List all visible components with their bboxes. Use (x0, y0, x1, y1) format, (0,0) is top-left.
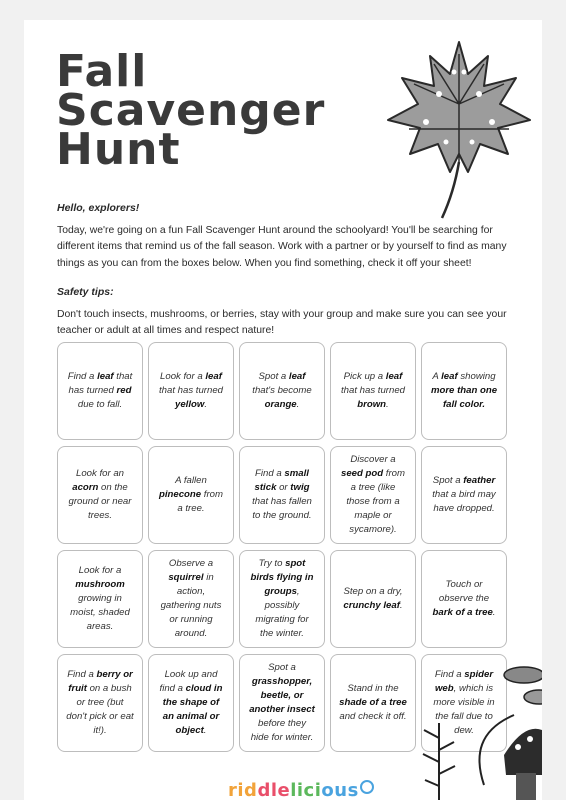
cell-text-part: Spot a (432, 475, 464, 486)
cell-keyword: yellow (175, 399, 205, 410)
scavenger-cell[interactable] (148, 654, 234, 752)
scavenger-cell[interactable] (148, 342, 234, 440)
cell-text (339, 682, 407, 724)
cell-keyword: grasshopper, beetle, or another insect (249, 676, 315, 715)
scavenger-cell[interactable] (330, 550, 416, 648)
cell-text-part: Spot a (268, 662, 296, 673)
cell-text-part: showing (457, 371, 496, 382)
cell-text-part: . (296, 399, 300, 410)
title-line-2: Scavenger (56, 85, 326, 136)
cell-text-part: and check it off. (339, 711, 407, 722)
cell-text-part: Find a (434, 669, 465, 680)
intro-text: Today, we're going on a fun Fall Scavenger Hunt around the schoolyard! You'll be searching for different items that remind us of the fall season. Work with a partner or by yourself to find as many things as you can from the boxes below. When you find something, check it off your sheet! (57, 224, 507, 269)
scavenger-cell[interactable] (239, 550, 325, 648)
scavenger-cell[interactable] (239, 654, 325, 752)
cell-keyword: leaf (205, 371, 222, 382)
cell-text (157, 557, 225, 641)
cell-text (339, 370, 407, 412)
cell-keyword: bark of a tree (432, 607, 493, 618)
cell-keyword: twig (290, 482, 310, 493)
cell-keyword: seed pod (341, 468, 384, 479)
cell-text-part: that has turned (68, 371, 133, 396)
cell-text-part: that has fallen to the ground. (252, 496, 312, 521)
cell-keyword: brown (357, 399, 387, 410)
cell-keyword: shade of a tree (339, 697, 407, 708)
scavenger-cell[interactable] (57, 550, 143, 648)
scavenger-cell[interactable] (421, 342, 507, 440)
scavenger-cell[interactable] (330, 446, 416, 544)
scavenger-cell[interactable] (239, 446, 325, 544)
cell-keyword: pinecone (159, 489, 202, 500)
maple-leaf-icon (384, 34, 534, 224)
magnifier-icon (360, 780, 374, 794)
scavenger-cell[interactable] (421, 446, 507, 544)
cell-keyword: cloud in the shape of an animal or object (162, 683, 223, 736)
intro-section (57, 200, 512, 352)
cell-text (430, 474, 498, 516)
cell-text-part: , possibly migrating for the winter. (255, 586, 309, 639)
cell-text-part: in action, gathering nuts or running around. (160, 572, 222, 639)
cell-keyword: feather (463, 475, 496, 486)
cell-text-part: Pick up a (343, 371, 386, 382)
cell-keyword: crunchy leaf (343, 600, 400, 611)
cell-text-part: . (204, 399, 207, 410)
title-line-1: Fall (56, 46, 148, 97)
cell-text-part: on a bush or tree (but don't pick or eat it!). (66, 683, 134, 736)
scavenger-cell[interactable] (330, 342, 416, 440)
cell-text-part: Spot a (258, 371, 289, 382)
scavenger-cell[interactable] (57, 446, 143, 544)
scavenger-grid (57, 342, 507, 752)
cell-text-part: that a bird may have dropped. (432, 489, 496, 514)
cell-text-part: on the ground or near trees. (68, 482, 132, 521)
greeting: Hello, explorers! (57, 202, 140, 214)
cell-text-part: Look for a (78, 565, 122, 576)
cell-keyword: spot birds flying in groups (250, 558, 314, 597)
cell-text (66, 564, 134, 634)
cell-text-part: Find a (255, 468, 285, 479)
cell-text-part: Touch or observe the (438, 579, 490, 604)
cell-keyword: leaf (288, 371, 306, 382)
cell-keyword: leaf (441, 371, 458, 382)
cell-text-part: from a tree. (177, 489, 223, 514)
cell-text-part: or (276, 482, 291, 493)
cell-text (430, 578, 498, 620)
scavenger-cell[interactable] (148, 446, 234, 544)
cell-text (248, 467, 316, 523)
cell-text-part: due to fall. (77, 399, 123, 410)
cell-text (339, 585, 407, 613)
cell-text-part: , which is more visible in the fall due to dew. (433, 683, 495, 736)
safety-text: Don't touch insects, mushrooms, or berries, stay with your group and make sure you can see your teacher or adult at all times and respect nature! (57, 308, 507, 336)
cell-keyword: red (116, 385, 132, 396)
cell-text-part: Look up and find a (159, 669, 218, 694)
cell-text (157, 370, 225, 412)
cell-text-part: Find a (67, 371, 98, 382)
cell-text (248, 557, 316, 641)
scavenger-cell[interactable] (239, 342, 325, 440)
cell-text (248, 661, 316, 745)
cell-text-part: from a tree (like those from a maple or sycamore). (346, 468, 405, 535)
cell-text-part: . (386, 399, 389, 410)
cell-text (430, 370, 498, 412)
cell-keyword: berry or fruit (68, 669, 133, 694)
cell-text-part: before they hide for winter. (250, 718, 314, 743)
cell-text-part: Look for a (160, 371, 206, 382)
cell-text (66, 370, 134, 412)
scavenger-cell[interactable] (57, 342, 143, 440)
cell-keyword: acorn (72, 482, 99, 493)
scavenger-cell[interactable] (148, 550, 234, 648)
cell-text-part: growing in moist, shaded areas. (70, 593, 130, 632)
cell-text (157, 668, 225, 738)
fern-icon (419, 718, 459, 800)
cell-text-part: . (399, 600, 403, 611)
cell-text (66, 467, 134, 523)
cell-text-part: that has turned (158, 385, 223, 396)
cell-text-part: Try to (258, 558, 286, 569)
cell-text-part: Find a (67, 669, 97, 680)
scavenger-cell[interactable] (421, 550, 507, 648)
cell-text-part: Stand in the (347, 683, 399, 694)
cell-keyword: leaf (97, 371, 114, 382)
scavenger-cell[interactable] (330, 654, 416, 752)
cell-text (66, 668, 134, 738)
safety-heading: Safety tips: (57, 286, 114, 298)
cell-keyword: spider web (434, 669, 494, 694)
cell-keyword: leaf (385, 371, 403, 382)
brand-logo: riddlelicious (224, 780, 378, 800)
cell-text (339, 453, 407, 537)
cell-keyword: orange (264, 399, 297, 410)
cell-text-part: that has turned (340, 385, 405, 396)
cell-text (157, 474, 225, 516)
cell-text-part: Look for an (75, 468, 124, 479)
cell-keyword: squirrel (168, 572, 204, 583)
cell-text-part: Step on a dry, (343, 586, 403, 597)
cell-text-part: A fallen (175, 475, 207, 486)
cell-text-part: . (492, 607, 496, 618)
cell-keyword: small stick (254, 468, 309, 493)
worksheet-page (24, 20, 542, 800)
title-line-3: Hunt (56, 124, 181, 175)
page-title (56, 46, 326, 175)
cell-text-part: that's become (252, 385, 312, 396)
cell-text-part: . (203, 725, 207, 736)
cell-text-part: Observe a (168, 558, 214, 569)
cell-text (248, 370, 316, 412)
cell-text-part: Discover a (350, 454, 396, 465)
cell-keyword: more than one fall color. (430, 385, 498, 410)
cell-text-part: A (432, 371, 442, 382)
cell-keyword: mushroom (75, 579, 125, 590)
scavenger-cell[interactable] (57, 654, 143, 752)
